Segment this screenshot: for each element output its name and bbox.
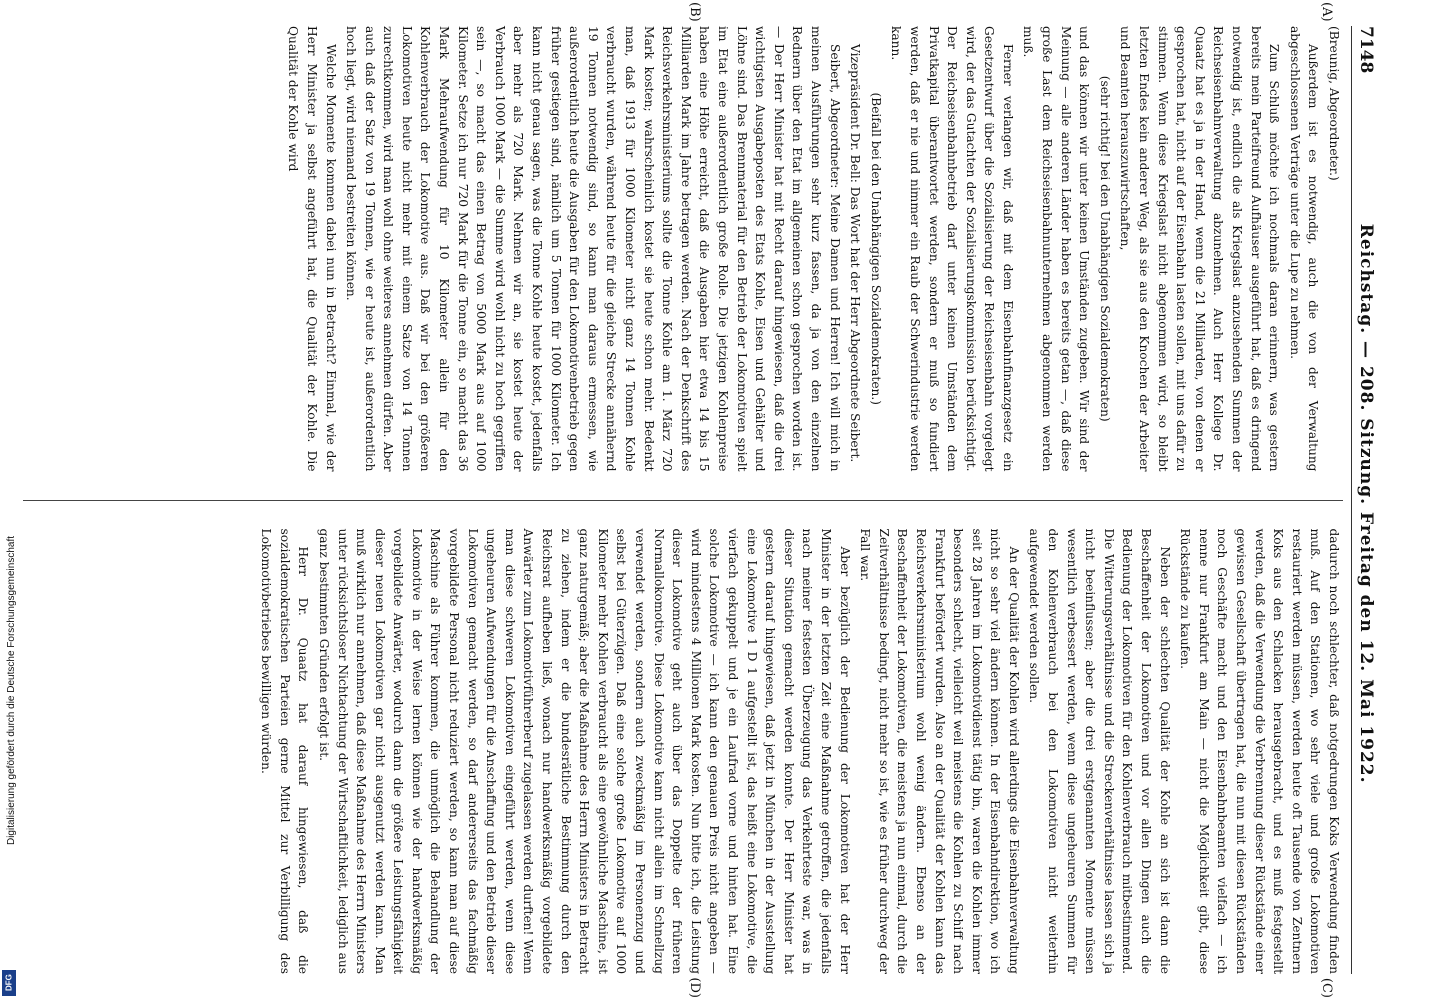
- paragraph: und das können wir unter keinen Umständen zugeben. Wir sind der Meinung — alle anderen Länder haben es bereits getan —, daß diese große Last dem Reichseisenbahnunternehmen abgenommen werden muß.: [1021, 26, 1092, 472]
- paragraph: An der Qualität der Kohlen wird allerdings die Eisenbahnverwaltung nicht so sehr viel ändern können. In der Eisenbahndirektion, wo ich seit 28 Jahren im Lokomotivdienst tätig bin, waren die Kohlen immer besonders schlecht, vielleicht weil meistens die Kohlen zu Schiff nach Frankfurt befördert wurden. Also an der Qualität der Kohlen kann das Reichsverkehrsministerium wohl wenig ändern. Ebenso an der Beschaffenheit der Lokomotiven, die meistens ja nun einmal, durch die Zeitverhältnisse bedingt, nicht mehr so ist, wie es früher durchweg der Fall war.: [858, 528, 1021, 974]
- page-number: 7148: [1356, 26, 1376, 74]
- paragraph: Neben der schlechten Qualität der Kohle an sich ist dann die Beschaffenheit der Lokomotiven und vor allen Dingen auch die Bedienung der Lokomotiven für den Kohlenverbrauch mitbestimmend. Die Witterungsverhältnisse und die Streckenverhältnisse lassen sich ja nicht beeinflussen; aber die drei erstgenannten Momente müssen wesentlich verbessert werden, wenn diese ungeheuren Summen für den Kohlenverbrauch bei den Lokomotiven nicht weiterhin aufgewendet werden sollen.: [1027, 528, 1172, 974]
- paragraph: Vizepräsident Dr. Bell: Das Wort hat der Herr Abgeordnete Seibert.: [848, 44, 863, 463]
- right-column: [23, 528, 1343, 998]
- paragraph: Außerdem ist es notwendig, auch die von der Verwaltung abgeschlossenen Verträge unter die Lupe zu nehmen.: [1287, 26, 1321, 472]
- dfg-logo: DFG: [2, 970, 16, 996]
- margin-marker-d: (D): [687, 977, 702, 998]
- digitization-note-text: Digitalisierung gefördert durch die Deutsche Forschungsgemeinschaft: [6, 535, 18, 846]
- margin-marker-a: (A): [1319, 2, 1334, 22]
- margin-marker-c: (C): [1319, 977, 1334, 998]
- margin-marker-b: (B): [687, 2, 702, 22]
- paragraph: Ferner verlangen wir, daß mit dem Eisenbahnfinanzgesetz ein Gesetzentwurf über die Sozialisierung der Reichseisenbahn vorgelegt wird, der das Gutachten der Sozialisierungskommission berücksichtigt. Der Reichseisenbahnbetrieb darf unter keinen Umständen dem Privatkapital überantwortet werden, sondern er muß so fundiert werden, daß er nie und nimmer ein Raub der Schwerindustrie werden kann.: [889, 26, 1015, 472]
- digitization-note: [4, 386, 20, 986]
- left-column: [23, 2, 1343, 472]
- text-columns: [23, 2, 1343, 998]
- paragraph: Zum Schluß möchte ich nochmals daran erinnern, was gestern bereits mein Parteifreund Aufhäuser ausgeführt hat, daß es dringend notwendig ist, endlich die als Kriegslast anzusehenden Summen der Reichseisenbahnverwaltung abzunehmen. Auch Herr Kollege Dr. Quaatz hat es ja in der Hand, wenn die 21 Milliarden, von denen er gesprochen hat, nicht auf der Eisenbahn lasten sollen, mit uns dafür zu stimmen. Wenn diese Kriegslast nicht abgenommen wird, so bleibt letzten Endes kein anderer Weg, als sie aus den Knochen der Arbeiter und Beamten herauszuwirtschaften,: [1118, 26, 1282, 472]
- page-title: Reichstag. — 208. Sitzung. Freitag den 12. Mai 1922.: [1356, 223, 1376, 784]
- paragraph: Welche Momente kommen dabei nun in Betracht? Einmal, wie der Herr Minister ja selbst angeführt hat, die Qualität der Kohle. Die Qualität der Kohle wird: [286, 26, 338, 472]
- paragraph: Aber bezüglich der Bedienung der Lokomotiven hat der Herr Minister in der letzten Zeit eine Maßnahme getroffen, die jedenfalls nach meiner festesten Überzeugung das Verkehrteste war, was in dieser Situation gemacht werden konnte. Der Herr Minister hat gestern darauf hingewiesen, daß jetzt in München in der Ausstellung eine Lokomotive 1 D 1 aufgestellt ist, das heißt eine Lokomotive, die vierfach gekuppelt und je ein Laufrad vorne und hinten hat. Eine solche Lokomotive — ich kann den genauen Preis nicht angeben — wird mindestens 4 Millionen Mark kosten. Nun bitte ich, die Leistung dieser Lokomotive geht auch über das Doppelte der früheren Normallokomotive. Diese Lokomotive kann nicht allein im Schnellzug verwendet werden, sondern auch zweckmäßig im Personenzug und selbst bei Güterzügen. Daß eine solche große Lokomotive auf 1000 Kilometer mehr Kohlen verbraucht als eine gewöhnliche Maschine, ist ganz naturgemäß; aber die Maßnahme des Herrn Ministers in Betracht zu ziehen, indem er die bundesrätliche Bestimmung durch den Reichsrat aufheben ließ, wonach nur handwerksmäßig vorgebildete Anwärter zum Lokomotivführerberuf zugelassen werden durften! Wenn man diese schweren Lokomotiven eingeführt werden, wenn diese ungeheuren Aufwendungen für die Anschaffung und den Betrieb dieser Lokomotiven gemacht werden, so darf andererseits das fachmäßig vorgebildete Personal nicht reduziert werden, so kann man auf diese Maschine als Führer kommen, die unmöglich die Behandlung der Lokomotive in der Weise lernen können wie der handwerksmäßig vorgebildete Anwärter, wodurch dann die größere Leistungsfähigkeit dieser neuen Lokomotiven gar nicht ausgenutzt werden kann. Man muß wirklich nur annehmen, daß diese Maßnahme des Herrn Ministers unter rücksichtsloser Nichtachtung der Wirtschaftlichkeit, lediglich aus ganz bestimmten Gründen erfolgt ist.: [316, 528, 852, 974]
- paragraph: dadurch noch schlechter, daß notgedrungen Koks Verwendung finden muß. Auf den Stationen, wo sehr viele und große Lokomotiven restauriert werden müssen, werden heute oft Tausende von Zentnern Koks aus den Schlacken herausgebracht, und es muß festgestellt werden, daß die Verwendung die Verbrennung dieser Rückstände einer gewissen Gesellschaft übertragen hat, die nun mit diesen Rückständen noch Geschäfte macht und den Eisenbahnbeamten vielfach — ich nenne nur Frankfurt am Main — nicht die Möglichkeit gibt, diese Rückstände zu kaufen.: [1178, 528, 1341, 974]
- page-header: [1351, 26, 1376, 974]
- speaker-line: (Breunig, Abgeordneter.): [1327, 26, 1341, 181]
- column-divider: [23, 500, 1343, 501]
- paragraph: Herr Dr. Quaatz hat darauf hingewiesen, daß die sozialdemokratischen Parteien gerne Mittel zur Verbilligung des Lokomotivbetriebes bewilligen würden.: [259, 528, 311, 974]
- interjection: (sehr richtig! bei den Unabhängigen Sozialdemokraten): [1097, 75, 1112, 422]
- interjection: (Beifall bei den Unabhängigen Sozialdemokraten.): [868, 92, 883, 406]
- paragraph: Seibert, Abgeordneter: Meine Damen und Herren! Ich will mich in meinen Ausführungen sehr kurz fassen, da ja von den einzelnen Rednern über den Etat im allgemeinen schon gesprochen worden ist. — Der Herr Minister hat mit Recht darauf hingewiesen, daß die drei wichtigsten Ausgabeposten des Etats Kohle, Eisen und Gehälter und Löhne sind. Das Brennmaterial für den Betrieb der Lokomotiven spielt im Etat eine außerordentlich große Rolle. Die jetzigen Kohlenpreise haben eine Höhe erreicht, daß die Ausgaben hier etwa 14 bis 15 Milliarden Mark im Jahre betragen werden. Nach der Denkschrift des Reichsverkehrsministeriums sollte die Tonne Kohle am 1. März 720 Mark kosten; wahrscheinlich kostet sie heute schon mehr. Bedenkt man, daß 1913 für 1000 Kilometer nicht ganz 14 Tonnen Kohle verbraucht wurden, während heute für die gleiche Strecke annähernd 19 Tonnen notwendig sind, so kann man daraus ermessen, wie außerordentlich heute die Ausgaben für den Lokomotivenbetrieb gegen früher gestiegen sind, nämlich um 5 Tonnen für 1000 Kilometer. Ich kann nicht genau sagen, was die Tonne Kohle heute kostet, jedenfalls aber mehr als 720 Mark. Nehmen wir an, sie kostet heute der Verbrauch 1000 Mark — die Summe wird wohl nicht zu hoch gegriffen sein —, so macht das einen Betrag von 5000 Mark aus auf 1000 Kilometer. Setze ich nur 720 Mark für die Tonne ein, so macht das 36 Mark Mehraufwendung für 10 Kilometer allein für den Kohlenverbrauch der Lokomotive aus. Daß wir bei den größeren Lokomotiven heute nicht mehr mit einem Satze von 14 Tonnen zurechtkommen, wird man wohl ohne weiteres annehmen dürfen. Aber auch daß der Satz von 19 Tonnen, wie er heute ist, außerordentlich hoch liegt, wird niemand bestreiten können.: [344, 26, 842, 472]
